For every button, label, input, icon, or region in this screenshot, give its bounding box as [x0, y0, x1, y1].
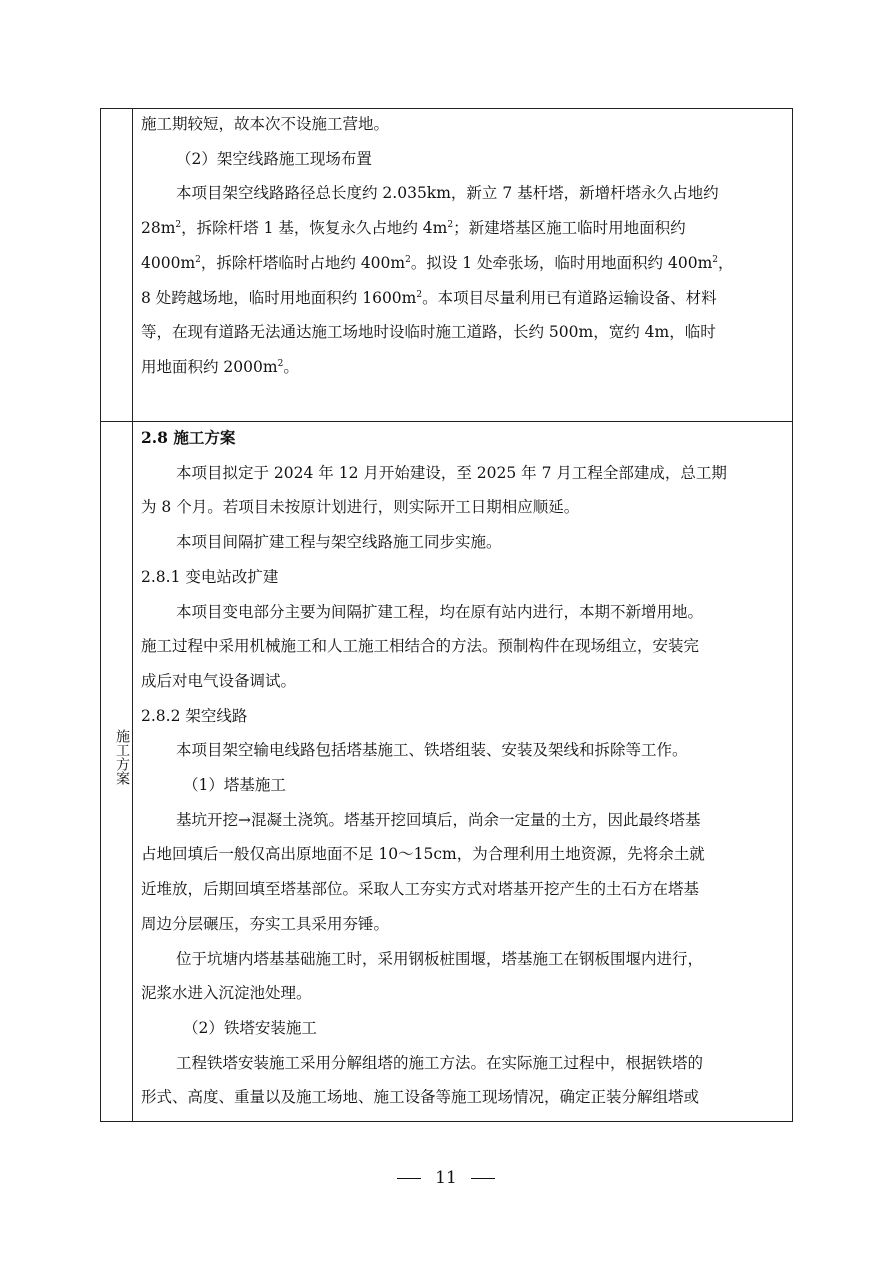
section-label: 施工方案	[114, 729, 130, 785]
paragraph-line: 本项目间隔扩建工程与架空线路施工同步实施。	[176, 533, 502, 552]
paragraph-line: 本项目拟定于 2024 年 12 月开始建设，至 2025 年 7 月工程全部建成，总工期	[176, 463, 727, 482]
site-layout-cell	[141, 107, 784, 385]
page-number: 11	[435, 1168, 457, 1188]
paragraph-line: 占地回填后一般仅高出原地面不足 10～15cm，为合理利用土地资源，先将余土就	[141, 845, 705, 864]
paragraph-line: 位于坑塘内塔基基础施工时，采用钢板桩围堰，塔基施工在钢板围堰内进行，	[176, 949, 704, 968]
subsection-heading: 2.8.1 变电站改扩建	[141, 567, 279, 586]
footer-dash-left	[397, 1178, 421, 1179]
footer-dash-right	[471, 1178, 495, 1179]
subheading: （2）铁塔安装施工	[183, 1018, 317, 1037]
paragraph-line: 本项目架空线路路径总长度约 2.035km，新立 7 基杆塔，新增杆塔永久占地约	[176, 184, 719, 203]
paragraph-line: 形式、高度、重量以及施工场地、施工设备等施工现场情况，确定正装分解组塔或	[141, 1088, 700, 1107]
label-column	[101, 109, 133, 1121]
page-footer	[0, 1168, 892, 1188]
construction-plan-cell	[141, 421, 784, 1115]
paragraph-line: 基坑开挖→混凝土浇筑。塔基开挖回填后，尚余一定量的土方，因此最终塔基	[176, 810, 701, 829]
paragraph-line: 成后对电气设备调试。	[141, 671, 297, 690]
paragraph-line: 近堆放，后期回填至塔基部位。采取人工夯实方式对塔基开挖产生的土石方在塔基	[141, 880, 700, 899]
paragraph-line: 周边分层碾压，夯实工具采用夯锤。	[141, 914, 390, 933]
paragraph-line: $4000m^2$，拆除杆塔临时占地约 $400m^2$。拟设 1 处牵张场，临时用地面积约 $400m^2$，	[141, 253, 734, 272]
paragraph-line: 泥浆水进入沉淀池处理。	[141, 984, 312, 1003]
paragraph-line: 本项目架空输电线路包括塔基施工、铁塔组装、安装及架线和拆除等工作。	[176, 741, 688, 760]
paragraph-line: 施工过程中采用机械施工和人工施工相结合的方法。预制构件在现场组立，安装完	[141, 637, 700, 656]
subheading: （2）架空线路施工现场布置	[176, 149, 372, 168]
paragraph-line: 等，在现有道路无法通达施工场地时设临时施工道路，长约 500m，宽约 4m，临时	[141, 323, 716, 342]
paragraph-line: 用地面积约 $2000m^2$。	[141, 357, 299, 376]
paragraph-line: $28m^2$，拆除杆塔 1 基，恢复永久占地约 $4m^2$；新建塔基区施工临时用地面积约	[141, 219, 686, 238]
section-heading: 2.8 施工方案	[141, 428, 236, 447]
paragraph-line: 工程铁塔安装施工采用分解组塔的施工方法。在实际施工过程中，根据铁塔的	[176, 1053, 704, 1072]
paragraph: 施工期较短，故本次不设施工营地。	[141, 115, 390, 133]
content-table	[100, 108, 793, 1122]
paragraph-line: 本项目变电部分主要为间隔扩建工程，均在原有站内进行，本期不新增用地。	[176, 602, 704, 621]
subheading: （1）塔基施工	[183, 776, 286, 795]
subsection-heading: 2.8.2 架空线路	[141, 706, 248, 725]
paragraph-line: 为 8 个月。若项目未按原计划进行，则实际开工日期相应顺延。	[141, 498, 580, 517]
paragraph-line: 8 处跨越场地，临时用地面积约 $1600m^2$。本项目尽量利用已有道路运输设备、材料	[141, 288, 717, 307]
